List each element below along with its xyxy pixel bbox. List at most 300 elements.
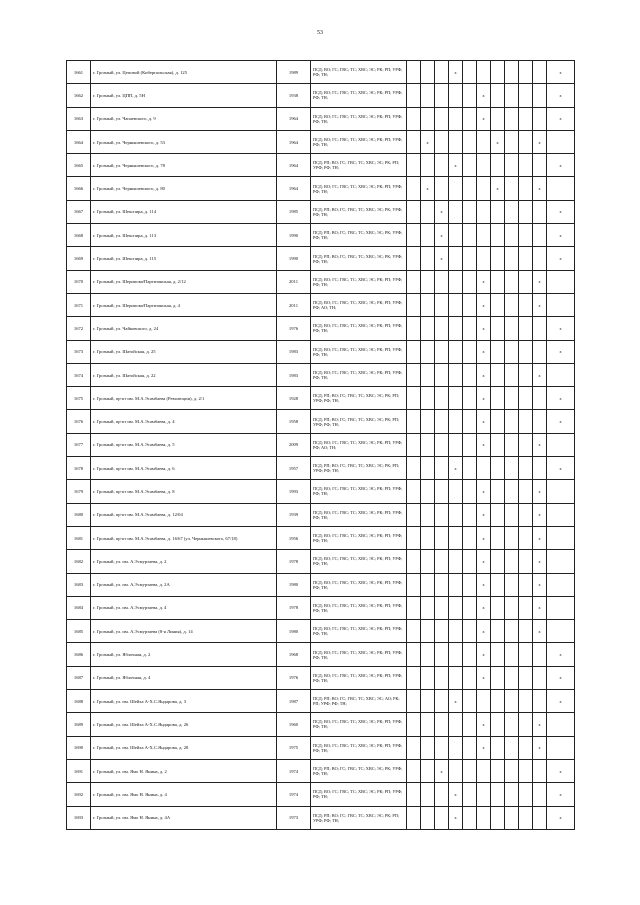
- row-number-cell: 1674: [67, 363, 91, 386]
- mark-cell: x: [435, 200, 449, 223]
- services-cell: ПСД; ВО; ГС; ГВС; ТС; ХВС; ЭС; РК; РП; УРФ; РФ; ТН;: [311, 363, 407, 386]
- mark-cell: [519, 200, 533, 223]
- mark-cell: [519, 550, 533, 573]
- year-cell: 1957: [277, 457, 311, 480]
- mark-cell: [407, 620, 421, 643]
- address-cell: г. Грозный, ул. Шекспира, д. 113: [91, 224, 277, 247]
- mark-cell: [449, 550, 463, 573]
- mark-cell: [533, 666, 547, 689]
- mark-cell: [519, 806, 533, 829]
- mark-cell: [491, 84, 505, 107]
- row-number-cell: 1691: [67, 759, 91, 782]
- page-number: 53: [317, 30, 323, 36]
- mark-cell: [505, 130, 519, 153]
- mark-cell: [491, 783, 505, 806]
- services-cell: ПСД; РП; ВО; ГС; ГВС; ТС; ХВС; ЭС; РК; УРФ; РФ; ТН;: [311, 200, 407, 223]
- year-cell: 1989: [277, 61, 311, 84]
- mark-cell: [533, 457, 547, 480]
- mark-cell: x: [547, 759, 575, 782]
- mark-cell: [547, 130, 575, 153]
- mark-cell: [519, 154, 533, 177]
- mark-cell: x: [547, 643, 575, 666]
- year-cell: 1976: [277, 666, 311, 689]
- mark-cell: x: [477, 573, 491, 596]
- mark-cell: [519, 620, 533, 643]
- mark-cell: [449, 480, 463, 503]
- mark-cell: [421, 410, 435, 433]
- mark-cell: [421, 293, 435, 316]
- mark-cell: [533, 200, 547, 223]
- mark-cell: x: [547, 317, 575, 340]
- mark-cell: [421, 247, 435, 270]
- mark-cell: [407, 224, 421, 247]
- mark-cell: [421, 783, 435, 806]
- address-cell: г. Грозный, ул. Шерипова/Партизанская, д. 4: [91, 293, 277, 316]
- mark-cell: [421, 340, 435, 363]
- mark-cell: [407, 130, 421, 153]
- row-number-cell: 1690: [67, 736, 91, 759]
- mark-cell: [463, 573, 477, 596]
- mark-cell: x: [547, 690, 575, 713]
- table-row: [67, 457, 575, 480]
- mark-cell: [435, 783, 449, 806]
- services-cell: ПСД; ВО; ГС; ГВС; ТС; ХВС; ЭС; РК; РП; УРФ; РФ; АО; ТН;: [311, 433, 407, 456]
- address-cell: г. Грозный, пр-кт им. М.А.Эсамбаева (Революции), д. 2/1: [91, 387, 277, 410]
- mark-cell: [407, 713, 421, 736]
- mark-cell: [407, 643, 421, 666]
- mark-cell: [421, 573, 435, 596]
- mark-cell: [421, 433, 435, 456]
- mark-cell: [505, 596, 519, 619]
- mark-cell: [421, 480, 435, 503]
- mark-cell: [491, 410, 505, 433]
- services-cell: ПСД; ВО; ГС; ГВС; ТС; ХВС; ЭС; РК; РП; УРФ; РФ; ТН;: [311, 713, 407, 736]
- year-cell: 1958: [277, 410, 311, 433]
- mark-cell: [519, 247, 533, 270]
- mark-cell: [435, 620, 449, 643]
- mark-cell: x: [477, 270, 491, 293]
- mark-cell: [449, 666, 463, 689]
- mark-cell: [407, 736, 421, 759]
- mark-cell: [519, 503, 533, 526]
- mark-cell: [477, 154, 491, 177]
- mark-cell: [435, 503, 449, 526]
- table-body: [67, 61, 575, 830]
- mark-cell: x: [533, 480, 547, 503]
- services-cell: ПСД; РП; ВО; ГС; ГВС; ТС; ХВС; ЭС; РК; РП; УРФ; РФ; ТН;: [311, 387, 407, 410]
- row-number-cell: 1664: [67, 130, 91, 153]
- mark-cell: [463, 783, 477, 806]
- mark-cell: [505, 340, 519, 363]
- mark-cell: [407, 84, 421, 107]
- mark-cell: [463, 61, 477, 84]
- address-cell: г. Грозный, ул. Шатойская, д. 25: [91, 340, 277, 363]
- mark-cell: [421, 107, 435, 130]
- row-number-cell: 1670: [67, 270, 91, 293]
- mark-cell: [463, 293, 477, 316]
- row-number-cell: 1668: [67, 224, 91, 247]
- mark-cell: [491, 573, 505, 596]
- table-row: [67, 200, 575, 223]
- table-row: [67, 387, 575, 410]
- table-row: [67, 573, 575, 596]
- table-row: [67, 130, 575, 153]
- mark-cell: x: [477, 643, 491, 666]
- mark-cell: [421, 620, 435, 643]
- mark-cell: [435, 643, 449, 666]
- services-cell: ПСД; ВО; ГС; ГВС; ТС; ХВС; ЭС; РК; РП; УРФ; РФ; ТН;: [311, 340, 407, 363]
- mark-cell: x: [547, 806, 575, 829]
- services-cell: ПСД; РП; ВО; ГС; ГВС; ТС; ХВС; ЭС; РК; УРФ; РФ; ТН;: [311, 759, 407, 782]
- mark-cell: [435, 177, 449, 200]
- mark-cell: [463, 736, 477, 759]
- mark-cell: x: [547, 247, 575, 270]
- mark-cell: [491, 387, 505, 410]
- mark-cell: [519, 61, 533, 84]
- mark-cell: [407, 433, 421, 456]
- address-cell: г. Грозный, пр-кт им. М.А.Эсамбаева, д. 12/04: [91, 503, 277, 526]
- table-row: [67, 61, 575, 84]
- table-row: [67, 643, 575, 666]
- table-row: [67, 154, 575, 177]
- year-cell: 1990: [277, 247, 311, 270]
- mark-cell: [519, 457, 533, 480]
- table-row: [67, 806, 575, 829]
- row-number-cell: 1681: [67, 526, 91, 549]
- mark-cell: [533, 154, 547, 177]
- mark-cell: [407, 410, 421, 433]
- address-cell: г. Грозный, ул. им. А.Эсмурзаева, д. 2: [91, 550, 277, 573]
- table-row: [67, 177, 575, 200]
- mark-cell: x: [477, 317, 491, 340]
- mark-cell: [449, 177, 463, 200]
- mark-cell: [435, 293, 449, 316]
- row-number-cell: 1679: [67, 480, 91, 503]
- mark-cell: [435, 84, 449, 107]
- services-cell: ПСД; ВО; ГС; ГВС; ТС; ХВС; ЭС; РК; РП; УРФ; РФ; ТН;: [311, 107, 407, 130]
- mark-cell: [505, 503, 519, 526]
- mark-cell: [463, 666, 477, 689]
- mark-cell: [491, 61, 505, 84]
- services-cell: ПСД; ВО; ГС; ГВС; ТС; ХВС; ЭС; РК; РП; УРФ; РФ; ТН;: [311, 130, 407, 153]
- mark-cell: [505, 200, 519, 223]
- mark-cell: [519, 666, 533, 689]
- table-row: [67, 480, 575, 503]
- mark-cell: [491, 550, 505, 573]
- mark-cell: [407, 107, 421, 130]
- mark-cell: [463, 806, 477, 829]
- mark-cell: [449, 503, 463, 526]
- services-cell: ПСД; РП; ВО; ГС; ГВС; ТС; ХВС; ЭС; РК; РП; УРФ; РФ; ТН;: [311, 154, 407, 177]
- mark-cell: [519, 596, 533, 619]
- mark-cell: [463, 620, 477, 643]
- mark-cell: x: [477, 620, 491, 643]
- mark-cell: [505, 270, 519, 293]
- mark-cell: [435, 713, 449, 736]
- mark-cell: [435, 433, 449, 456]
- mark-cell: [407, 363, 421, 386]
- mark-cell: [533, 247, 547, 270]
- mark-cell: x: [435, 759, 449, 782]
- row-number-cell: 1692: [67, 783, 91, 806]
- address-cell: г. Грозный, ул. им. Ямо Н. Янина, д. 2: [91, 759, 277, 782]
- mark-cell: [407, 340, 421, 363]
- mark-cell: x: [547, 340, 575, 363]
- address-cell: г. Грозный, ул. им. Ямо Н. Янина, д. 4А: [91, 806, 277, 829]
- table-row: [67, 270, 575, 293]
- mark-cell: [533, 806, 547, 829]
- mark-cell: [463, 387, 477, 410]
- mark-cell: [491, 340, 505, 363]
- row-number-cell: 1693: [67, 806, 91, 829]
- mark-cell: [505, 666, 519, 689]
- mark-cell: x: [449, 61, 463, 84]
- mark-cell: [491, 759, 505, 782]
- mark-cell: [421, 317, 435, 340]
- mark-cell: [547, 713, 575, 736]
- mark-cell: [463, 363, 477, 386]
- mark-cell: [491, 154, 505, 177]
- mark-cell: [463, 340, 477, 363]
- mark-cell: [449, 247, 463, 270]
- mark-cell: [491, 270, 505, 293]
- mark-cell: x: [477, 713, 491, 736]
- mark-cell: [421, 550, 435, 573]
- services-cell: ПСД; ВО; ГС; ГВС; ТС; ХВС; ЭС; РК; РП; УРФ; РФ; ТН;: [311, 596, 407, 619]
- housing-register-table: [66, 60, 575, 830]
- mark-cell: [533, 224, 547, 247]
- mark-cell: x: [533, 130, 547, 153]
- mark-cell: x: [533, 270, 547, 293]
- row-number-cell: 1673: [67, 340, 91, 363]
- address-cell: г. Грозный, ул. им. Шейха А-Х.С.Яндарова, д. 26: [91, 713, 277, 736]
- mark-cell: [463, 713, 477, 736]
- services-cell: ПСД; РП; ВО; ГС; ГВС; ТС; ХВС; ЭС; РК; УРФ; РФ; ТН;: [311, 247, 407, 270]
- mark-cell: [449, 759, 463, 782]
- mark-cell: [519, 736, 533, 759]
- mark-cell: [477, 759, 491, 782]
- mark-cell: [407, 293, 421, 316]
- mark-cell: [435, 596, 449, 619]
- mark-cell: [477, 177, 491, 200]
- year-cell: 1983: [277, 340, 311, 363]
- mark-cell: [421, 154, 435, 177]
- mark-cell: [449, 363, 463, 386]
- mark-cell: [533, 317, 547, 340]
- row-number-cell: 1669: [67, 247, 91, 270]
- mark-cell: [435, 107, 449, 130]
- mark-cell: [463, 457, 477, 480]
- mark-cell: [547, 480, 575, 503]
- address-cell: г. Грозный, пр-кт им. М.А.Эсамбаева, д. 8: [91, 480, 277, 503]
- mark-cell: x: [533, 573, 547, 596]
- mark-cell: [505, 480, 519, 503]
- mark-cell: [533, 690, 547, 713]
- address-cell: г. Грозный, ул. Чернышевского, д. 78: [91, 154, 277, 177]
- services-cell: ПСД; РП; ВО; ГС; ГВС; ТС; ХВС; ЭС; РК; РП; УРФ; РФ; ТН;: [311, 410, 407, 433]
- mark-cell: [547, 293, 575, 316]
- mark-cell: [463, 596, 477, 619]
- mark-cell: [519, 363, 533, 386]
- mark-cell: [449, 713, 463, 736]
- mark-cell: x: [533, 433, 547, 456]
- mark-cell: x: [449, 154, 463, 177]
- mark-cell: [519, 130, 533, 153]
- table-row: [67, 503, 575, 526]
- table-row: [67, 363, 575, 386]
- mark-cell: [435, 690, 449, 713]
- mark-cell: x: [477, 736, 491, 759]
- mark-cell: [421, 270, 435, 293]
- address-cell: г. Грозный, пр-кт им. М.А.Эсамбаева, д. 16/67 (ул. Чернышевского, 67/18): [91, 526, 277, 549]
- mark-cell: [491, 293, 505, 316]
- mark-cell: [533, 759, 547, 782]
- mark-cell: [407, 806, 421, 829]
- mark-cell: [491, 317, 505, 340]
- mark-cell: x: [477, 596, 491, 619]
- mark-cell: [421, 690, 435, 713]
- services-cell: ПСД; ВО; ГС; ГВС; ТС; ХВС; ЭС; РК; РП; УРФ; РФ; ТН;: [311, 177, 407, 200]
- table-row: [67, 410, 575, 433]
- mark-cell: [505, 806, 519, 829]
- mark-cell: [505, 387, 519, 410]
- address-cell: г. Грозный, ул. Чернышевского, д. 53: [91, 130, 277, 153]
- address-cell: г. Грозный, ул. им. А.Эсмурзаева, д. 4: [91, 596, 277, 619]
- mark-cell: [449, 526, 463, 549]
- mark-cell: x: [477, 107, 491, 130]
- mark-cell: x: [421, 177, 435, 200]
- mark-cell: x: [477, 666, 491, 689]
- mark-cell: [547, 526, 575, 549]
- mark-cell: [533, 61, 547, 84]
- mark-cell: [407, 526, 421, 549]
- mark-cell: [519, 690, 533, 713]
- mark-cell: [463, 247, 477, 270]
- services-cell: ПСД; РП; ВО; ГС; ГВС; ТС; ХВС; ЭС; РК; РП; УРФ; РФ; ТН;: [311, 457, 407, 480]
- mark-cell: x: [449, 783, 463, 806]
- table-row: [67, 666, 575, 689]
- mark-cell: [463, 550, 477, 573]
- row-number-cell: 1680: [67, 503, 91, 526]
- address-cell: г. Грозный, ул. Шекспира, д. 115: [91, 247, 277, 270]
- mark-cell: [421, 457, 435, 480]
- mark-cell: [463, 107, 477, 130]
- mark-cell: [421, 526, 435, 549]
- mark-cell: [449, 736, 463, 759]
- mark-cell: [505, 410, 519, 433]
- mark-cell: [547, 620, 575, 643]
- mark-cell: [547, 736, 575, 759]
- services-cell: ПСД; РП; ВО; ГС; ГВС; ТС; ХВС; ЭС; АО; РК; РП; УРФ; РФ; ТН;: [311, 690, 407, 713]
- mark-cell: x: [547, 154, 575, 177]
- mark-cell: [491, 620, 505, 643]
- table-row: [67, 433, 575, 456]
- row-number-cell: 1661: [67, 61, 91, 84]
- mark-cell: [407, 200, 421, 223]
- mark-cell: [519, 433, 533, 456]
- row-number-cell: 1677: [67, 433, 91, 456]
- mark-cell: [491, 526, 505, 549]
- mark-cell: [505, 317, 519, 340]
- row-number-cell: 1666: [67, 177, 91, 200]
- services-cell: ПСД; ВО; ГС; ГВС; ТС; ХВС; ЭС; РК; РП; УРФ; РФ; ТН;: [311, 503, 407, 526]
- mark-cell: [435, 666, 449, 689]
- mark-cell: [547, 270, 575, 293]
- year-cell: 1976: [277, 317, 311, 340]
- mark-cell: [505, 526, 519, 549]
- table-row: [67, 224, 575, 247]
- mark-cell: [407, 690, 421, 713]
- mark-cell: [519, 177, 533, 200]
- year-cell: 1964: [277, 177, 311, 200]
- mark-cell: x: [547, 224, 575, 247]
- table-row: [67, 247, 575, 270]
- mark-cell: x: [533, 503, 547, 526]
- mark-cell: [421, 84, 435, 107]
- year-cell: 1964: [277, 154, 311, 177]
- mark-cell: [519, 224, 533, 247]
- row-number-cell: 1675: [67, 387, 91, 410]
- mark-cell: [491, 457, 505, 480]
- mark-cell: x: [477, 84, 491, 107]
- mark-cell: [491, 503, 505, 526]
- year-cell: 1993: [277, 480, 311, 503]
- mark-cell: x: [491, 130, 505, 153]
- mark-cell: [407, 61, 421, 84]
- year-cell: 1990: [277, 224, 311, 247]
- mark-cell: [533, 340, 547, 363]
- mark-cell: [463, 154, 477, 177]
- mark-cell: [435, 340, 449, 363]
- mark-cell: [547, 433, 575, 456]
- mark-cell: [505, 759, 519, 782]
- table-row: [67, 596, 575, 619]
- table-row: [67, 713, 575, 736]
- mark-cell: [463, 317, 477, 340]
- mark-cell: [519, 759, 533, 782]
- year-cell: 1939: [277, 503, 311, 526]
- table-row: [67, 690, 575, 713]
- mark-cell: [547, 550, 575, 573]
- mark-cell: [491, 363, 505, 386]
- table-row: [67, 317, 575, 340]
- address-cell: г. Грозный, ул. им. А.Эсмурзаева (8-я Линия), д. 14: [91, 620, 277, 643]
- services-cell: ПСД; ВО; ГС; ГВС; ТС; ХВС; ЭС; РК; РП; УРФ; РФ; ТН;: [311, 643, 407, 666]
- mark-cell: [463, 410, 477, 433]
- mark-cell: x: [477, 293, 491, 316]
- mark-cell: [407, 480, 421, 503]
- services-cell: ПСД; ВО; ГС; ГВС; ТС; ХВС; ЭС; РК; РП; УРФ; РФ; ТН;: [311, 550, 407, 573]
- services-cell: ПСД; РП; ВО; ГС; ГВС; ТС; ХВС; ЭС; РК; УРФ; РФ; ТН;: [311, 224, 407, 247]
- mark-cell: [435, 317, 449, 340]
- services-cell: ПСД; ВО; ГС; ГВС; ТС; ХВС; ЭС; РК; РП; УРФ; РФ; ТН;: [311, 620, 407, 643]
- mark-cell: [491, 107, 505, 130]
- mark-cell: [491, 224, 505, 247]
- mark-cell: [407, 177, 421, 200]
- mark-cell: x: [547, 410, 575, 433]
- address-cell: г. Грозный, ул. им. Ямо Н. Янина, д. 4: [91, 783, 277, 806]
- year-cell: 1974: [277, 759, 311, 782]
- mark-cell: [505, 224, 519, 247]
- mark-cell: [547, 363, 575, 386]
- mark-cell: [547, 573, 575, 596]
- mark-cell: [463, 643, 477, 666]
- mark-cell: [407, 759, 421, 782]
- mark-cell: [477, 690, 491, 713]
- mark-cell: [421, 363, 435, 386]
- table-row: [67, 620, 575, 643]
- mark-cell: [505, 433, 519, 456]
